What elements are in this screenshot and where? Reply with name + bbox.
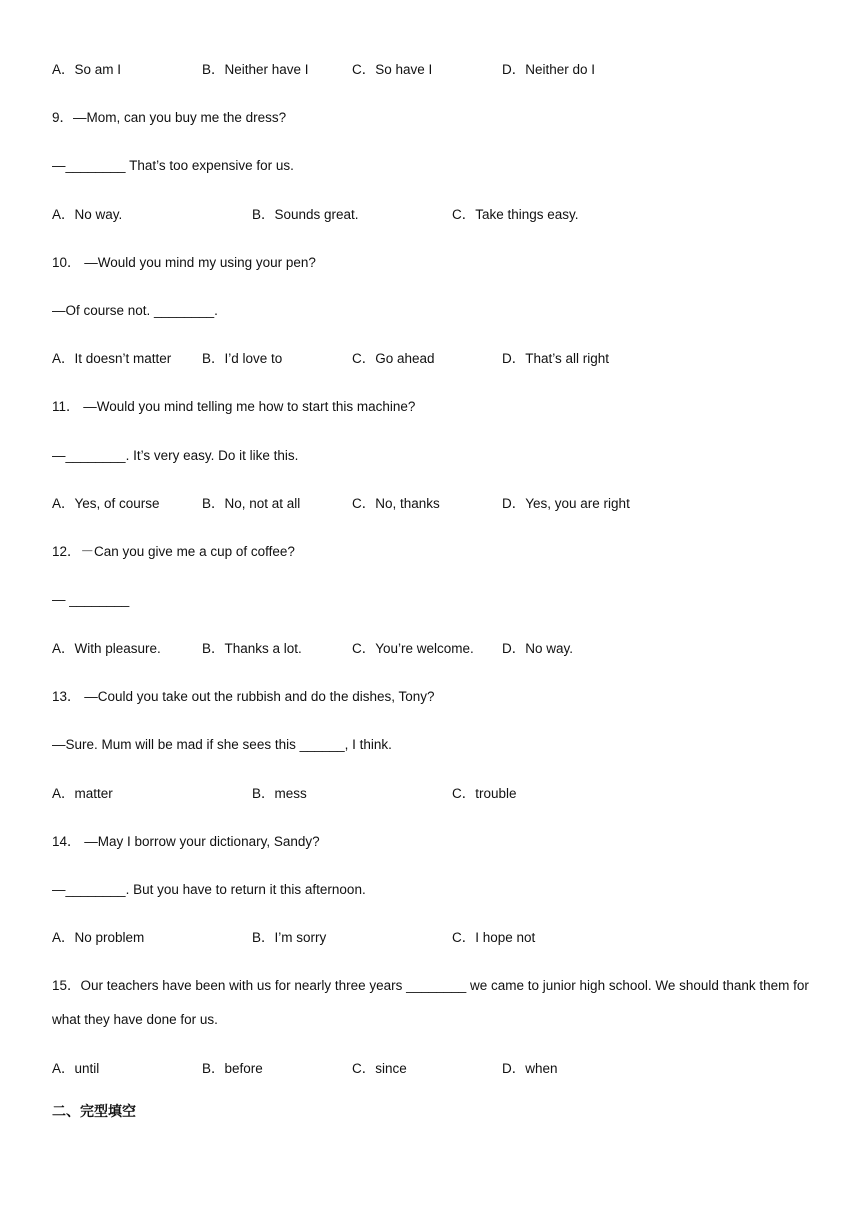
q12-reply: — ________ xyxy=(52,592,130,607)
q10-options xyxy=(52,350,812,368)
q14-reply: —________. But you have to return it this afternoon. xyxy=(52,882,366,897)
q9-stem: 9．—Mom, can you buy me the dress? xyxy=(52,110,287,125)
q12-option-a[interactable]: A．With pleasure. xyxy=(52,641,161,656)
q8-options xyxy=(52,61,812,79)
q13-stem: 13． —Could you take out the rubbish and do the dishes, Tony? xyxy=(52,689,435,704)
q15-option-b[interactable]: B．before xyxy=(202,1061,263,1076)
q14-option-a[interactable]: A．No problem xyxy=(52,930,145,945)
q8-option-a[interactable]: A．So am I xyxy=(52,62,122,77)
q10-option-c[interactable]: C．Go ahead xyxy=(352,351,435,366)
q13-options xyxy=(52,785,812,803)
q11-option-a[interactable]: A．Yes, of course xyxy=(52,496,160,511)
q12-options xyxy=(52,640,812,658)
q9-reply: —________ That’s too expensive for us. xyxy=(52,158,294,173)
q11-option-d[interactable]: D．Yes, you are right xyxy=(502,496,630,511)
q10-reply: —Of course not. ________. xyxy=(52,303,218,318)
q8-option-c[interactable]: C．So have I xyxy=(352,62,433,77)
q13-option-a[interactable]: A．matter xyxy=(52,786,113,801)
q10-option-a[interactable]: A．It doesn’t matter xyxy=(52,351,172,366)
q11-options xyxy=(52,495,812,513)
q15-option-c[interactable]: C．since xyxy=(352,1061,407,1076)
q14-options xyxy=(52,929,812,947)
q14-option-b[interactable]: B．I’m sorry xyxy=(252,930,327,945)
q9-option-a[interactable]: A．No way. xyxy=(52,207,123,222)
q12-stem: 12．－Can you give me a cup of coffee? xyxy=(52,544,295,559)
q15-stem: 15．Our teachers have been with us for nearly three years ________ we came to junior high school. We should thank them for what they have done for us. xyxy=(52,978,809,1027)
q15-options xyxy=(52,1060,812,1078)
q13-option-c[interactable]: C．trouble xyxy=(452,786,517,801)
q12-option-b[interactable]: B．Thanks a lot. xyxy=(202,641,302,656)
q11-option-b[interactable]: B．No, not at all xyxy=(202,496,301,511)
section-heading-cloze: 二、完型填空 xyxy=(52,1104,136,1120)
q14-option-c[interactable]: C．I hope not xyxy=(452,930,536,945)
q11-reply: —________. It’s very easy. Do it like this. xyxy=(52,448,299,463)
q13-option-b[interactable]: B．mess xyxy=(252,786,307,801)
q9-option-c[interactable]: C．Take things easy. xyxy=(452,207,579,222)
q10-option-d[interactable]: D．That’s all right xyxy=(502,351,610,366)
q15-option-d[interactable]: D．when xyxy=(502,1061,558,1076)
q8-option-d[interactable]: D．Neither do I xyxy=(502,62,596,77)
q11-option-c[interactable]: C．No, thanks xyxy=(352,496,440,511)
q13-reply: —Sure. Mum will be mad if she sees this ______, I think. xyxy=(52,737,392,752)
q12-option-d[interactable]: D．No way. xyxy=(502,641,574,656)
q11-stem: 11． —Would you mind telling me how to start this machine? xyxy=(52,399,416,414)
q15-option-a[interactable]: A．until xyxy=(52,1061,100,1076)
q10-stem: 10． —Would you mind my using your pen? xyxy=(52,255,316,270)
q9-options xyxy=(52,206,812,224)
q10-option-b[interactable]: B．I’d love to xyxy=(202,351,283,366)
q12-option-c[interactable]: C．You’re welcome. xyxy=(352,641,474,656)
q8-option-b[interactable]: B．Neither have I xyxy=(202,62,309,77)
q14-stem: 14． —May I borrow your dictionary, Sandy? xyxy=(52,834,320,849)
q9-option-b[interactable]: B．Sounds great. xyxy=(252,207,359,222)
